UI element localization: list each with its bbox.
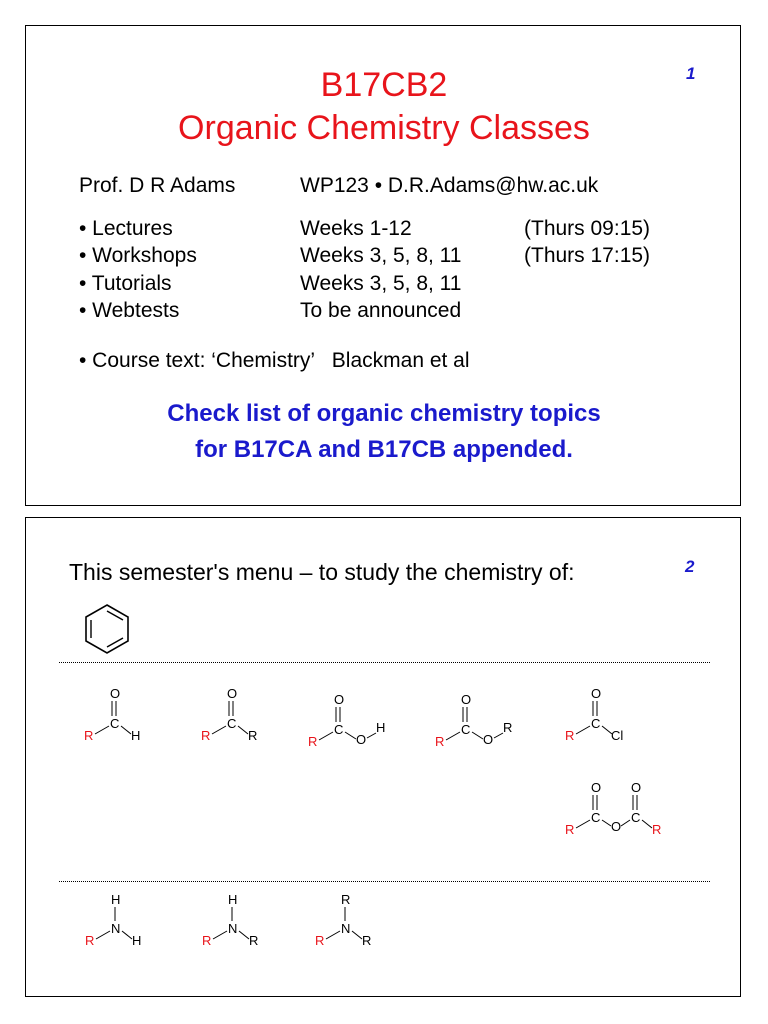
secondary-amine-structure	[198, 892, 273, 950]
atom-r-group: R	[249, 933, 259, 948]
course-name-title: Organic Chemistry Classes	[178, 109, 590, 147]
slide-number: 1	[686, 64, 696, 83]
atom-r-group: R	[503, 720, 513, 735]
atom-chlorine: Cl	[611, 728, 624, 743]
slide-2	[25, 517, 741, 997]
staff-contact: WP123 • D.R.Adams@hw.ac.uk	[300, 174, 599, 197]
atom-r-group: R	[315, 933, 325, 948]
atom-hydrogen: H	[111, 892, 121, 907]
schedule-time: (Thurs 09:15)	[524, 217, 651, 240]
anhydride-structure	[562, 780, 672, 842]
section-divider	[59, 881, 710, 882]
slide-1	[25, 25, 741, 506]
schedule-weeks: Weeks 3, 5, 8, 11	[300, 272, 462, 295]
atom-r-group: R	[84, 728, 94, 743]
atom-r-group: R	[435, 734, 445, 749]
course-code-title: B17CB2	[320, 66, 448, 104]
atom-oxygen: O	[483, 732, 494, 747]
tertiary-amine-structure	[311, 892, 386, 950]
atom-r-group: R	[565, 822, 575, 837]
atom-r-group: R	[201, 728, 211, 743]
schedule-item: • Webtests	[79, 299, 180, 322]
atom-nitrogen: N	[111, 921, 121, 936]
atom-hydrogen: H	[131, 728, 141, 743]
atom-oxygen: O	[611, 819, 622, 834]
atom-oxygen: O	[591, 780, 602, 795]
atom-r-group: R	[362, 933, 372, 948]
section-divider	[59, 662, 710, 663]
atom-oxygen: O	[227, 686, 238, 701]
checklist-note-line1: Check list of organic chemistry topics	[167, 400, 601, 427]
menu-heading: This semester's menu – to study the chemistry of:	[69, 559, 575, 585]
atom-nitrogen: N	[228, 921, 238, 936]
atom-carbon: C	[591, 716, 601, 731]
atom-carbon: C	[631, 810, 641, 825]
benzene-structure	[81, 603, 133, 655]
atom-oxygen: O	[461, 692, 472, 707]
atom-hydrogen: H	[376, 720, 386, 735]
schedule-item: • Tutorials	[79, 272, 172, 295]
course-text: • Course text: ‘Chemistry’ Blackman et al	[79, 349, 470, 372]
atom-r-group: R	[565, 728, 575, 743]
atom-oxygen: O	[356, 732, 367, 747]
atom-nitrogen: N	[341, 921, 351, 936]
atom-oxygen: O	[591, 686, 602, 701]
ketone-structure	[198, 686, 268, 746]
carboxylic-acid-structure	[306, 692, 396, 754]
atom-hydrogen: H	[132, 933, 142, 948]
atom-hydrogen: H	[228, 892, 238, 907]
schedule-item: • Lectures	[79, 217, 173, 240]
atom-oxygen: O	[631, 780, 642, 795]
atom-r-group: R	[308, 734, 318, 749]
acid-chloride-structure	[562, 686, 642, 746]
staff-name: Prof. D R Adams	[79, 174, 236, 197]
schedule-weeks: Weeks 3, 5, 8, 11	[300, 244, 462, 267]
checklist-note-line2: for B17CA and B17CB appended.	[195, 436, 573, 463]
atom-carbon: C	[591, 810, 601, 825]
atom-r-group: R	[85, 933, 95, 948]
atom-carbon: C	[227, 716, 237, 731]
primary-amine-structure	[81, 892, 156, 950]
atom-r-group: R	[248, 728, 258, 743]
atom-carbon: C	[461, 722, 471, 737]
aldehyde-structure	[81, 686, 151, 746]
slide-number: 2	[685, 557, 695, 576]
schedule-time: (Thurs 17:15)	[524, 244, 651, 267]
schedule-item: • Workshops	[79, 244, 197, 267]
atom-r-group: R	[341, 892, 351, 907]
atom-r-group: R	[202, 933, 212, 948]
atom-carbon: C	[110, 716, 120, 731]
atom-oxygen: O	[110, 686, 121, 701]
schedule-weeks: To be announced	[300, 299, 462, 322]
schedule-weeks: Weeks 1-12	[300, 217, 412, 240]
ester-structure	[433, 692, 523, 754]
atom-r-group: R	[652, 822, 662, 837]
atom-carbon: C	[334, 722, 344, 737]
atom-oxygen: O	[334, 692, 345, 707]
